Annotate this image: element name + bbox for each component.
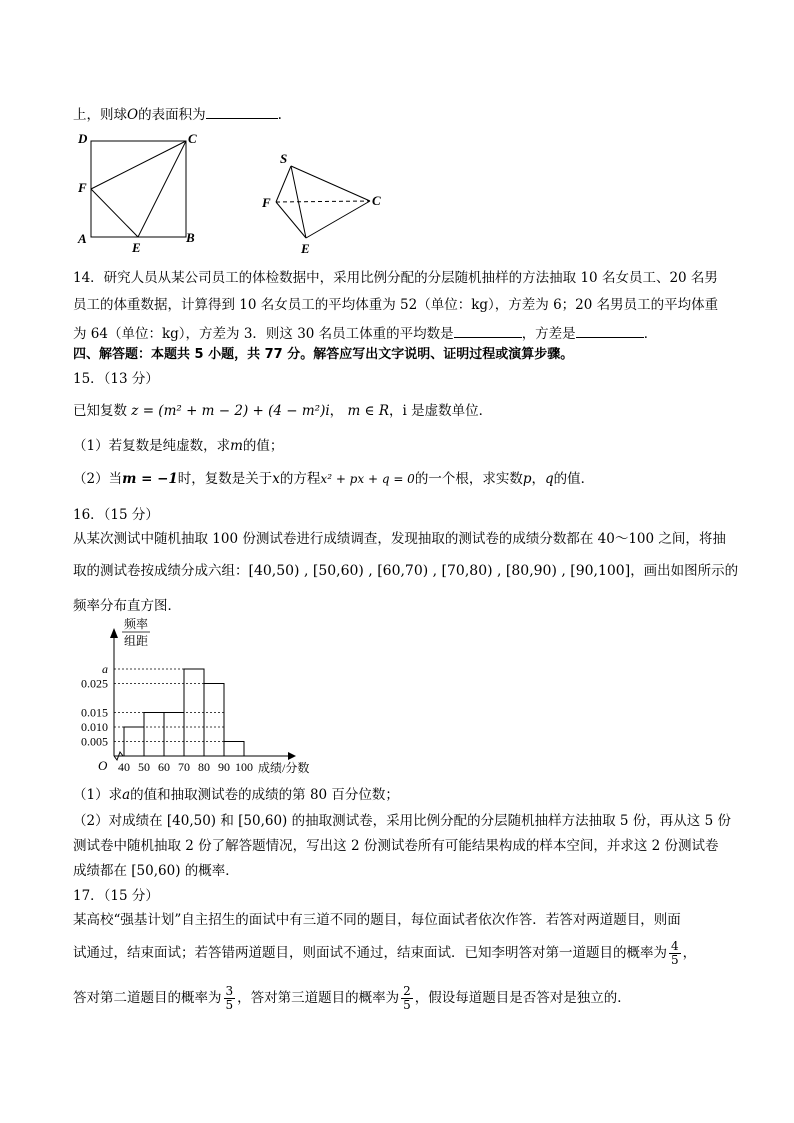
q16-header: 16．（15 分） — [73, 507, 159, 523]
x-tick-label: 50 — [138, 760, 150, 774]
q17-line3-a: 答对第二道题目的概率为 — [73, 990, 222, 1006]
q13-period: . — [277, 107, 282, 123]
q16-p1-var: a — [122, 787, 131, 803]
q15-header: 15．（13 分） — [73, 371, 159, 387]
frac2-num: 3 — [225, 984, 234, 998]
label-E: E — [132, 240, 141, 255]
q16-line1: 从某次测试中随机抽取 100 份测试卷进行成绩调查，发现抽取的测试卷的成绩分数都在 40～100 之间，将抽 — [73, 531, 726, 547]
label-B: B — [186, 230, 195, 245]
q13-text-end: 的表面积为 — [138, 107, 206, 123]
frac1-den: 5 — [671, 953, 679, 967]
q13-line — [73, 104, 282, 124]
label-A: A — [78, 231, 87, 246]
q16-line2-text: 取的测试卷按成绩分成六组： — [73, 563, 249, 579]
q13-text: 上，则球 — [73, 107, 127, 123]
segment-fe — [91, 189, 138, 237]
q15-p2-equation: x² + px + q = 0 — [320, 472, 415, 486]
q15-part1 — [73, 437, 283, 455]
y-axis-arrow — [110, 628, 118, 638]
q17-line2 — [73, 940, 696, 967]
q15-text-b: ， — [329, 403, 344, 419]
edge-ec — [306, 201, 370, 238]
q14-mean-blank[interactable] — [454, 323, 522, 338]
label-F2: F — [262, 195, 271, 210]
q16-line3: 频率分布直方图． — [73, 598, 181, 614]
q16-groups: [40,50) , [50,60) , [60,70) , [70,80) , [80,90) , [90,100] — [248, 563, 631, 579]
segment-fc — [91, 141, 186, 189]
q14-line3 — [73, 323, 657, 343]
q15-formula: z = (m² + m − 2) + (4 − m²)i — [131, 403, 330, 419]
q15-p2-cond: m = −1 — [122, 471, 178, 487]
x-tick-label: 100 — [235, 760, 253, 774]
label-D: D — [78, 131, 88, 146]
q13-var-o: O — [127, 107, 139, 123]
q14-line3-text: 为 64（单位：kg），方差为 3．则这 30 名员工体重的平均数是 — [73, 326, 454, 342]
q16-line2-end: ，画出如图所示的 — [630, 563, 739, 579]
q17-line3 — [73, 985, 631, 1012]
label-C: C — [188, 131, 197, 146]
fraction-4-5 — [669, 940, 681, 967]
q16-part2-line1: （2）对成绩在 [40,50) 和 [50,60) 的抽取测试卷，采用比例分配的分层随机抽样方法抽取 5 份，再从这 5 份 — [73, 813, 731, 829]
q17-line2-end: ， — [682, 945, 697, 961]
q15-p2-p: p — [522, 471, 532, 487]
frac3-num: 2 — [403, 984, 411, 998]
q17-header: 17．（15 分） — [73, 888, 159, 904]
q16-line2 — [73, 562, 738, 580]
square-abcd — [91, 141, 186, 237]
q15-p2-f: 的值． — [553, 471, 595, 487]
fraction-2-5 — [401, 985, 413, 1012]
y-label-bottom: 组距 — [124, 634, 149, 648]
origin-label: O — [98, 758, 108, 773]
x-tick-label: 40 — [118, 760, 130, 774]
histogram-bar — [224, 742, 244, 757]
q15-p2-b: 时，复数是关于 — [177, 471, 273, 487]
q16-part1 — [73, 786, 399, 804]
q13-figures — [70, 128, 410, 258]
q14-line1: 14．研究人员从某公司员工的体检数据中，采用比例分配的分层随机抽样的方法抽取 10 名女员工、20 名男 — [73, 270, 718, 286]
y-tick-label: 0.010 — [81, 720, 108, 734]
x-tick-label: 80 — [198, 760, 210, 774]
q14-line3-mid: ，方差是 — [521, 326, 576, 342]
q15-condition: m ∈ R — [347, 403, 390, 419]
y-tick-label: a — [102, 662, 108, 676]
x-tick-label: 70 — [178, 760, 190, 774]
frequency-histogram — [66, 612, 346, 784]
edge-fe — [276, 202, 306, 238]
edge-sf — [276, 166, 291, 202]
frac3-den: 5 — [403, 998, 411, 1012]
y-tick-label: 0.005 — [81, 734, 108, 749]
x-axis-label: 成绩/分数 — [258, 761, 310, 775]
x-tick-label: 90 — [218, 760, 230, 774]
q17-line3-b: ，答对第三道题目的概率为 — [237, 990, 400, 1006]
label-E2: E — [301, 241, 310, 256]
q15-p2-a: （2）当 — [73, 471, 123, 487]
x-axis-arrow — [288, 752, 296, 760]
q15-p1-end: 的值； — [242, 438, 284, 454]
q14-line3-end: ． — [643, 326, 658, 342]
q15-part2 — [73, 470, 594, 488]
histogram-bar — [164, 713, 184, 757]
q16-part2-line3: 成绩都在 [50,60) 的概率． — [73, 863, 239, 879]
q16-p1-end: 的值和抽取测试卷的成绩的第 80 百分位数； — [130, 787, 399, 803]
y-tick-label: 0.015 — [81, 705, 108, 720]
histogram-bar — [144, 713, 164, 757]
x-tick-label: 60 — [158, 760, 170, 774]
edge-fc-hidden — [276, 201, 370, 202]
frac2-den: 5 — [225, 998, 234, 1012]
q17-line3-c: ，假设每道题目是否答对是独立的． — [414, 990, 631, 1006]
label-C2: C — [372, 193, 381, 208]
label-F: F — [78, 180, 87, 195]
q15-p2-q: q — [544, 471, 554, 487]
section4-title: 四、解答题：本题共 5 小题，共 77 分。解答应写出文字说明、证明过程或演算步骤。 — [73, 347, 574, 362]
y-label-top: 频率 — [124, 617, 149, 631]
q17-line2-text: 试通过，结束面试；若答错两道题目，则面试不通过，结束面试．已知李明答对第一道题目的概率为 — [73, 945, 667, 961]
q15-text-c: ，i 是虚数单位． — [389, 403, 493, 419]
segment-ec — [138, 141, 186, 237]
q14-variance-blank[interactable] — [576, 323, 644, 338]
q15-p2-d: 的一个根，求实数 — [414, 471, 523, 487]
q16-part2-line2: 测试卷中随机抽取 2 份了解答题情况，写出这 2 份测试卷所有可能结果构成的样本空间，并求这 2 份测试卷 — [73, 838, 719, 854]
q14-line2: 员工的体重数据，计算得到 10 名女员工的平均体重为 52（单位：kg），方差为 6；20 名男员工的平均体重 — [73, 297, 719, 313]
label-S: S — [280, 151, 288, 166]
q15-p1-var: m — [230, 438, 243, 454]
q15-p1-text: （1）若复数是纯虚数，求 — [73, 438, 231, 454]
histogram-bar — [204, 684, 224, 757]
y-tick-label: 0.025 — [81, 676, 108, 691]
fraction-3-5 — [224, 985, 236, 1012]
q15-p2-x: x — [272, 471, 280, 487]
q13-answer-blank[interactable] — [206, 104, 278, 119]
q17-line1: 某高校“强基计划”自主招生的面试中有三道不同的题目，每位面试者依次作答．若答对两道题目，则面 — [73, 912, 681, 928]
q15-p2-e: ， — [531, 471, 545, 487]
q15-line1 — [73, 402, 492, 420]
frac1-num: 4 — [671, 939, 679, 953]
q15-p2-c: 的方程 — [279, 471, 321, 487]
edge-sc — [291, 166, 370, 201]
q15-text-a: 已知复数 — [73, 403, 127, 419]
q16-p1-text: （1）求 — [73, 787, 123, 803]
